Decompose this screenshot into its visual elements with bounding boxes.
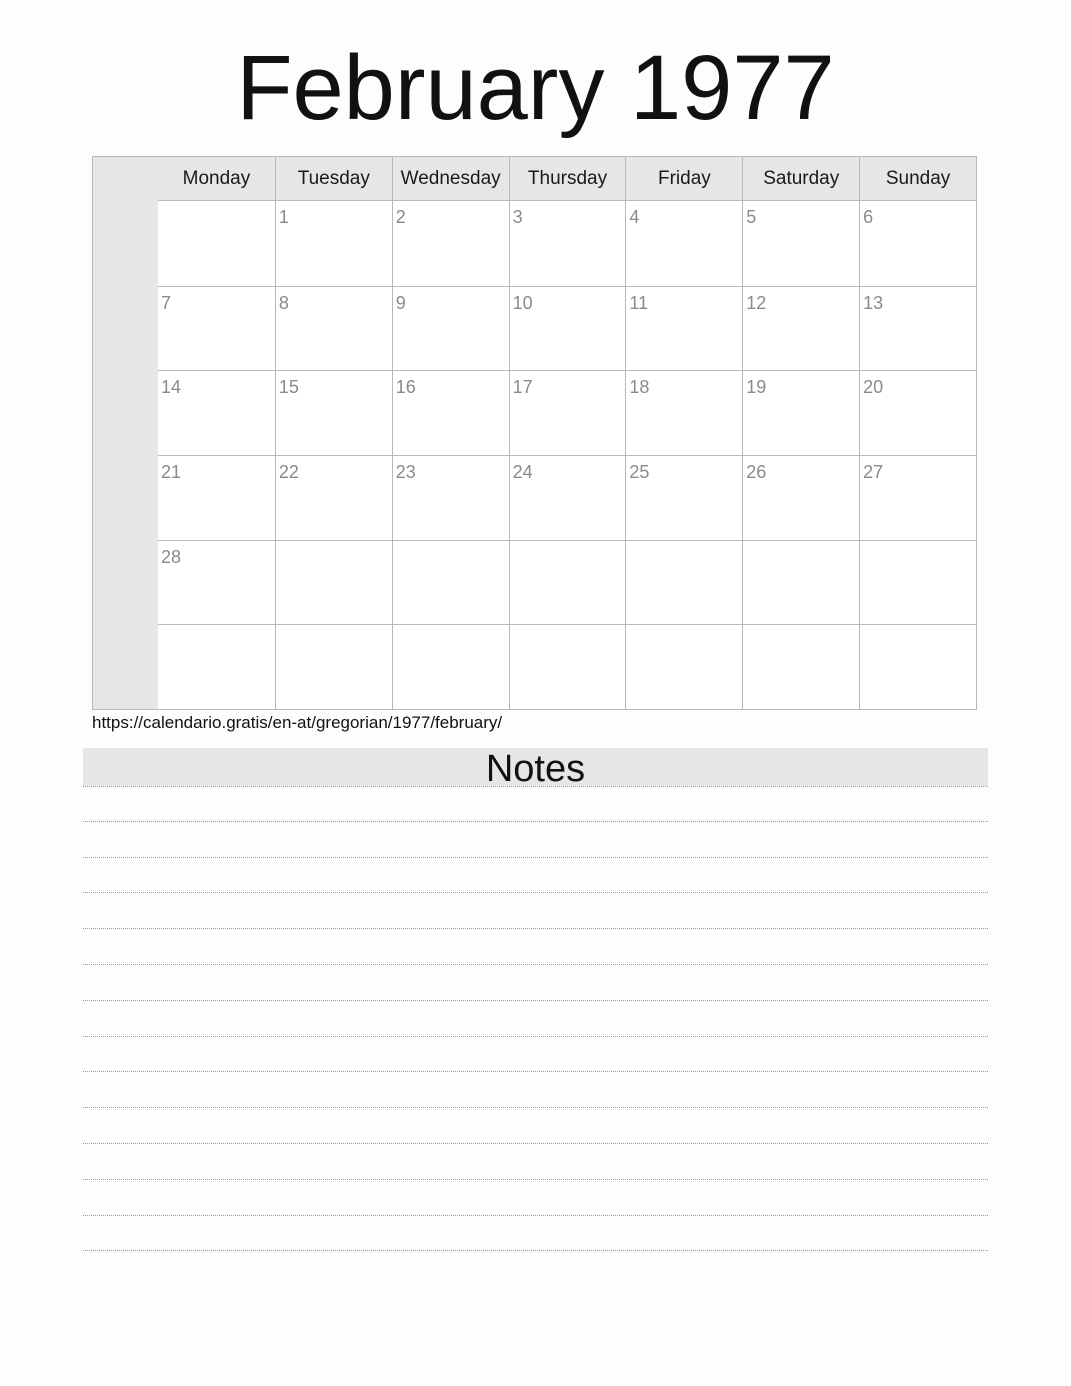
weekday-header-monday: Monday [182, 168, 251, 189]
day-cell [275, 540, 392, 625]
day-number: 13 [863, 292, 884, 313]
day-cell [625, 540, 742, 625]
day-number: 18 [629, 377, 650, 398]
weekday-header-wednesday: Wednesday [392, 157, 509, 200]
day-number: 1 [278, 207, 289, 227]
day-cell [509, 370, 626, 455]
note-line [83, 965, 988, 1001]
day-number: 24 [512, 461, 533, 482]
day-cell [509, 201, 626, 286]
day-cell [742, 455, 859, 540]
day-number: 6 [863, 207, 874, 227]
day-number: 4 [629, 207, 640, 227]
day-cell [625, 624, 742, 709]
note-line [83, 1180, 988, 1216]
day-cell [859, 370, 976, 455]
note-line [83, 929, 988, 965]
source-url[interactable]: https://calendario.gratis/en-at/gregorian/1977/february/ [92, 713, 503, 732]
day-number: 11 [629, 292, 649, 313]
weekday-header-sunday: Sunday [859, 157, 976, 200]
calendar-title: February 1977 [236, 37, 835, 139]
day-number: 20 [863, 377, 884, 398]
note-line [83, 893, 988, 929]
day-cell [625, 370, 742, 455]
day-cell [509, 286, 626, 371]
day-cell [509, 540, 626, 625]
day-cell [859, 455, 976, 540]
month-calendar-grid [92, 156, 977, 710]
day-cell [392, 286, 509, 371]
day-cell [742, 201, 859, 286]
day-number: 27 [863, 461, 884, 482]
day-number: 12 [746, 292, 767, 313]
day-cell [275, 201, 392, 286]
notes-lines [83, 786, 988, 1251]
day-cell [625, 286, 742, 371]
day-cell [859, 286, 976, 371]
day-cell [275, 286, 392, 371]
note-line [83, 858, 988, 894]
day-cell [392, 455, 509, 540]
day-cell [158, 286, 275, 371]
day-cell [275, 370, 392, 455]
day-cell [158, 455, 275, 540]
day-number: 14 [161, 377, 182, 398]
note-line [83, 1144, 988, 1180]
day-cell [392, 540, 509, 625]
day-cell [392, 201, 509, 286]
day-cell [275, 624, 392, 709]
day-number: 7 [161, 292, 172, 313]
day-number: 2 [395, 207, 406, 227]
day-cell [509, 455, 626, 540]
day-number: 26 [746, 461, 767, 482]
day-number: 28 [161, 546, 182, 567]
day-number: 19 [746, 377, 767, 398]
day-number: 16 [395, 377, 416, 398]
day-cell [859, 624, 976, 709]
day-cell [859, 201, 976, 286]
day-cell [742, 540, 859, 625]
week-number-column [93, 157, 159, 709]
weekday-header-saturday: Saturday [742, 157, 859, 200]
day-cell [625, 455, 742, 540]
day-cell [158, 201, 275, 286]
day-cell [625, 201, 742, 286]
weekday-header-tuesday: Tuesday [275, 157, 392, 200]
day-cell [742, 286, 859, 371]
day-number: 25 [629, 461, 650, 482]
day-cell [859, 540, 976, 625]
day-cell [742, 370, 859, 455]
day-cell [392, 370, 509, 455]
note-line [83, 1216, 988, 1252]
day-number: 8 [278, 292, 289, 313]
day-number: 22 [278, 461, 299, 482]
day-cell [158, 370, 275, 455]
day-number: 10 [512, 292, 533, 313]
day-number: 15 [278, 377, 299, 398]
note-line [83, 1072, 988, 1108]
day-cell [509, 624, 626, 709]
day-number: 3 [512, 207, 523, 227]
day-number: 17 [512, 377, 533, 398]
day-number: 9 [395, 292, 406, 313]
weekday-header-friday: Friday [625, 157, 742, 200]
day-number: 5 [746, 207, 757, 227]
day-cell [742, 624, 859, 709]
day-number: 23 [395, 461, 416, 482]
day-cell [275, 455, 392, 540]
day-number: 21 [161, 461, 182, 482]
note-line [83, 786, 988, 822]
notes-title: Notes [83, 748, 988, 786]
day-cell [392, 624, 509, 709]
note-line [83, 822, 988, 858]
day-cell [158, 540, 275, 625]
note-line [83, 1108, 988, 1144]
note-line [83, 1037, 988, 1073]
note-line [83, 1001, 988, 1037]
weekday-header-thursday: Thursday [509, 157, 626, 200]
weekday-header-row [158, 157, 976, 201]
day-grid [158, 201, 976, 709]
day-cell [158, 624, 275, 709]
